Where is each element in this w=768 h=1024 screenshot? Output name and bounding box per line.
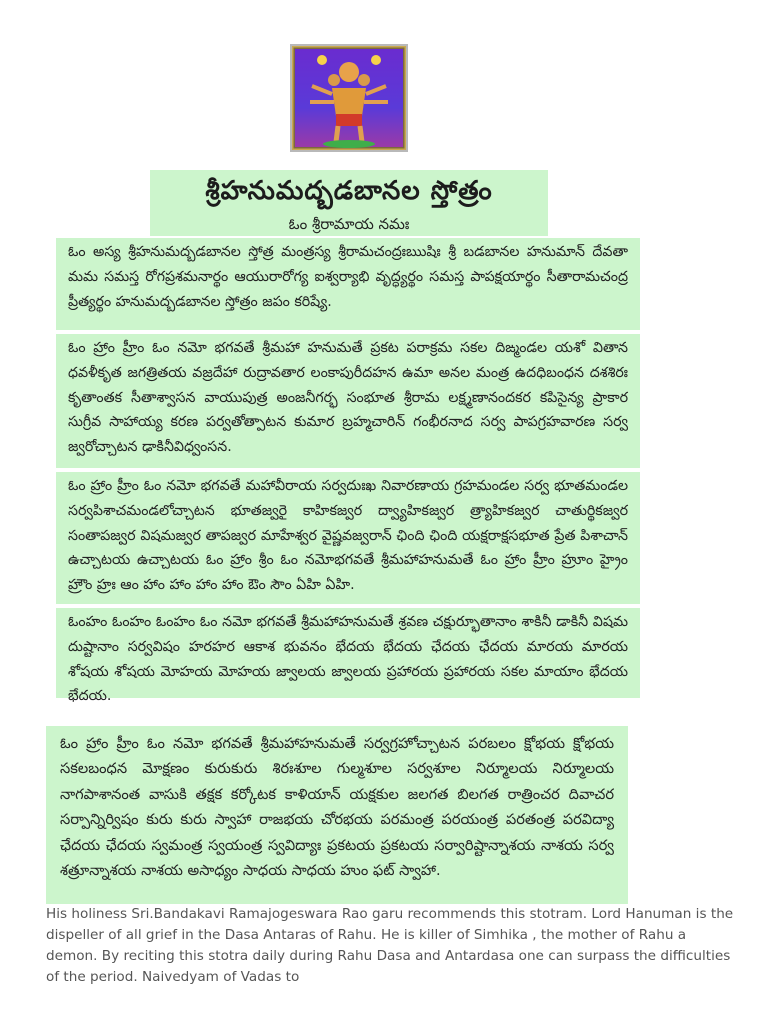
verse-box-4 xyxy=(56,608,640,705)
verse-box-1 xyxy=(56,238,640,330)
description-note: His holiness Sri.Bandakavi Ramajogeswara Rao garu recommends this stotram. Lord Hanuman is the dispeller of all grief in the Dasa Antaras of Rahu. He is killer of Simhika , the mother of Rahu a demon. By reciting this stotra daily during Rahu Dasa and Antardasa one can surpass the difficulties of the period. Naivedyam of Vadas to xyxy=(46,906,734,985)
verse-box-3 xyxy=(56,472,640,604)
title-banner xyxy=(150,170,548,236)
hanuman-icon xyxy=(292,46,406,150)
verse-text: ఓం అస్య శ్రీహనుమద్బడబానల స్తోత్ర మంత్రస్య శ్రీరామచంద్రఃఋషిః శ్రీ బడబానల హనుమాన్ దేవతా మమ సమస్త రోగప్రశమనార్థం ఆయురారోగ్య ఐశ్వర్యాభి వృద్ధ్యర్థం సమస్త పాపక్షయార్థం సీతారామచంద్ర ప్రీత్యర్థం హనుమద్బడబానల స్తోత్రం జపం కరిష్యే. xyxy=(68,244,628,310)
verse-text: ఓం హ్రాం హ్రీం ఓం నమో భగవతే శ్రీమహా హనుమతే ప్రకట పరాక్రమ సకల దిఙ్మండల యశో వితాన ధవళీకృత జగత్రితయ వజ్రదేహా రుద్రావతార లంకాపురీదహన ఉమా అనల మంత్ర ఉదధిబంధన దశశిరః కృతాంతక సీతాశ్వాసన వాయుపుత్ర అంజనీగర్భ సంభూత శ్రీరామ లక్ష్మణానందకర కపిసైన్య ప్రాకార సుగ్రీవ సాహాయ్య కరణ పర్వతోత్పాటన కుమార బ్రహ్మచారిన్ గంభీరనాద సర్వ పాపగ్రహవారణ సర్వ జ్వరోచ్చాటన ఢాకినీవిధ్వంసన. xyxy=(68,340,628,456)
page-subtitle: ఓం శ్రీరామాయ నమః xyxy=(288,215,410,233)
verse-box-2 xyxy=(56,334,640,468)
page-title: శ్రీహనుమద్బడబానల స్తోత్రం xyxy=(205,176,493,206)
hanuman-deity-image xyxy=(290,44,408,152)
verse-text: ఓం హ్రాం హ్రీం ఓం నమో భగవతే శ్రీమహాహనుమతే సర్వగ్రహోచ్చాటన పరబలం క్షోభయ క్షోభయ సకలబంధన మోక్షణం కురుకురు శిరఃశూల గుల్మశూల సర్వశూల నిర్మూలయ నిర్మూలయ నాగపాశానంత వాసుకి తక్షక కర్కోటక కాళియాన్ యక్షకుల జలగత బిలగత రాత్రించర దివాచర సర్పాన్నిర్విషం కురు కురు స్వాహా రాజభయ చోరభయ పరమంత్ర పరయంత్ర పరతంత్ర పరవిద్యా ఛేదయ ఛేదయ స్వమంత్ర స్వయంత్ర స్వవిద్యాః ప్రకటయ ప్రకటయ సర్వారిష్టాన్నాశయ నాశయ సర్వ శత్రూన్నాశయ నాశయ అసాధ్యం సాధయ సాధయ హుం ఫట్ స్వాహా. xyxy=(60,735,614,880)
verse-text: ఓంహం ఓంహం ఓంహం ఓం నమో భగవతే శ్రీమహాహనుమతే శ్రవణ చక్షుర్భూతానాం శాకినీ డాకినీ విషమ దుష్టానాం సర్వవిషం హరహర ఆకాశ భువనం భేదయ భేదయ ఛేదయ ఛేదయ మారయ మారయ శోషయ శోషయ మోహయ మోహయ జ్వాలయ జ్వాలయ ప్రహారయ ప్రహారయ సకల మాయాం భేదయ భేదయ. xyxy=(68,614,628,705)
verse-text: ఓం హ్రాం హ్రీం ఓం నమో భగవతే మహావీరాయ సర్వదుఃఖ నివారణాయ గ్రహమండల సర్వ భూతమండల సర్వపిశాచమండలోచ్చాటన భూతజ్వరై కాహికజ్వర ద్వ్యాహికజ్వర త్ర్యాహికజ్వర చాతుర్థికజ్వర సంతాపజ్వర విషమజ్వర తాపజ్వర మాహేశ్వర వైష్ణవజ్వరాన్ ఛింది ఛింది యక్షరాక్షసభూత ప్రేత పిశాచాన్ ఉచ్చాటయ ఉచ్చాటయ ఓం హ్రాం శ్రీం ఓం నమోభగవతే శ్రీమహాహనుమతే ఓం హ్రాం హ్రీం హ్రూం హ్రైం హ్రౌం హ్రః ఆం హాం హాం హాం హాం ఔం సౌం ఏహి ఏహి. xyxy=(68,478,628,594)
verse-box-5 xyxy=(46,726,628,904)
